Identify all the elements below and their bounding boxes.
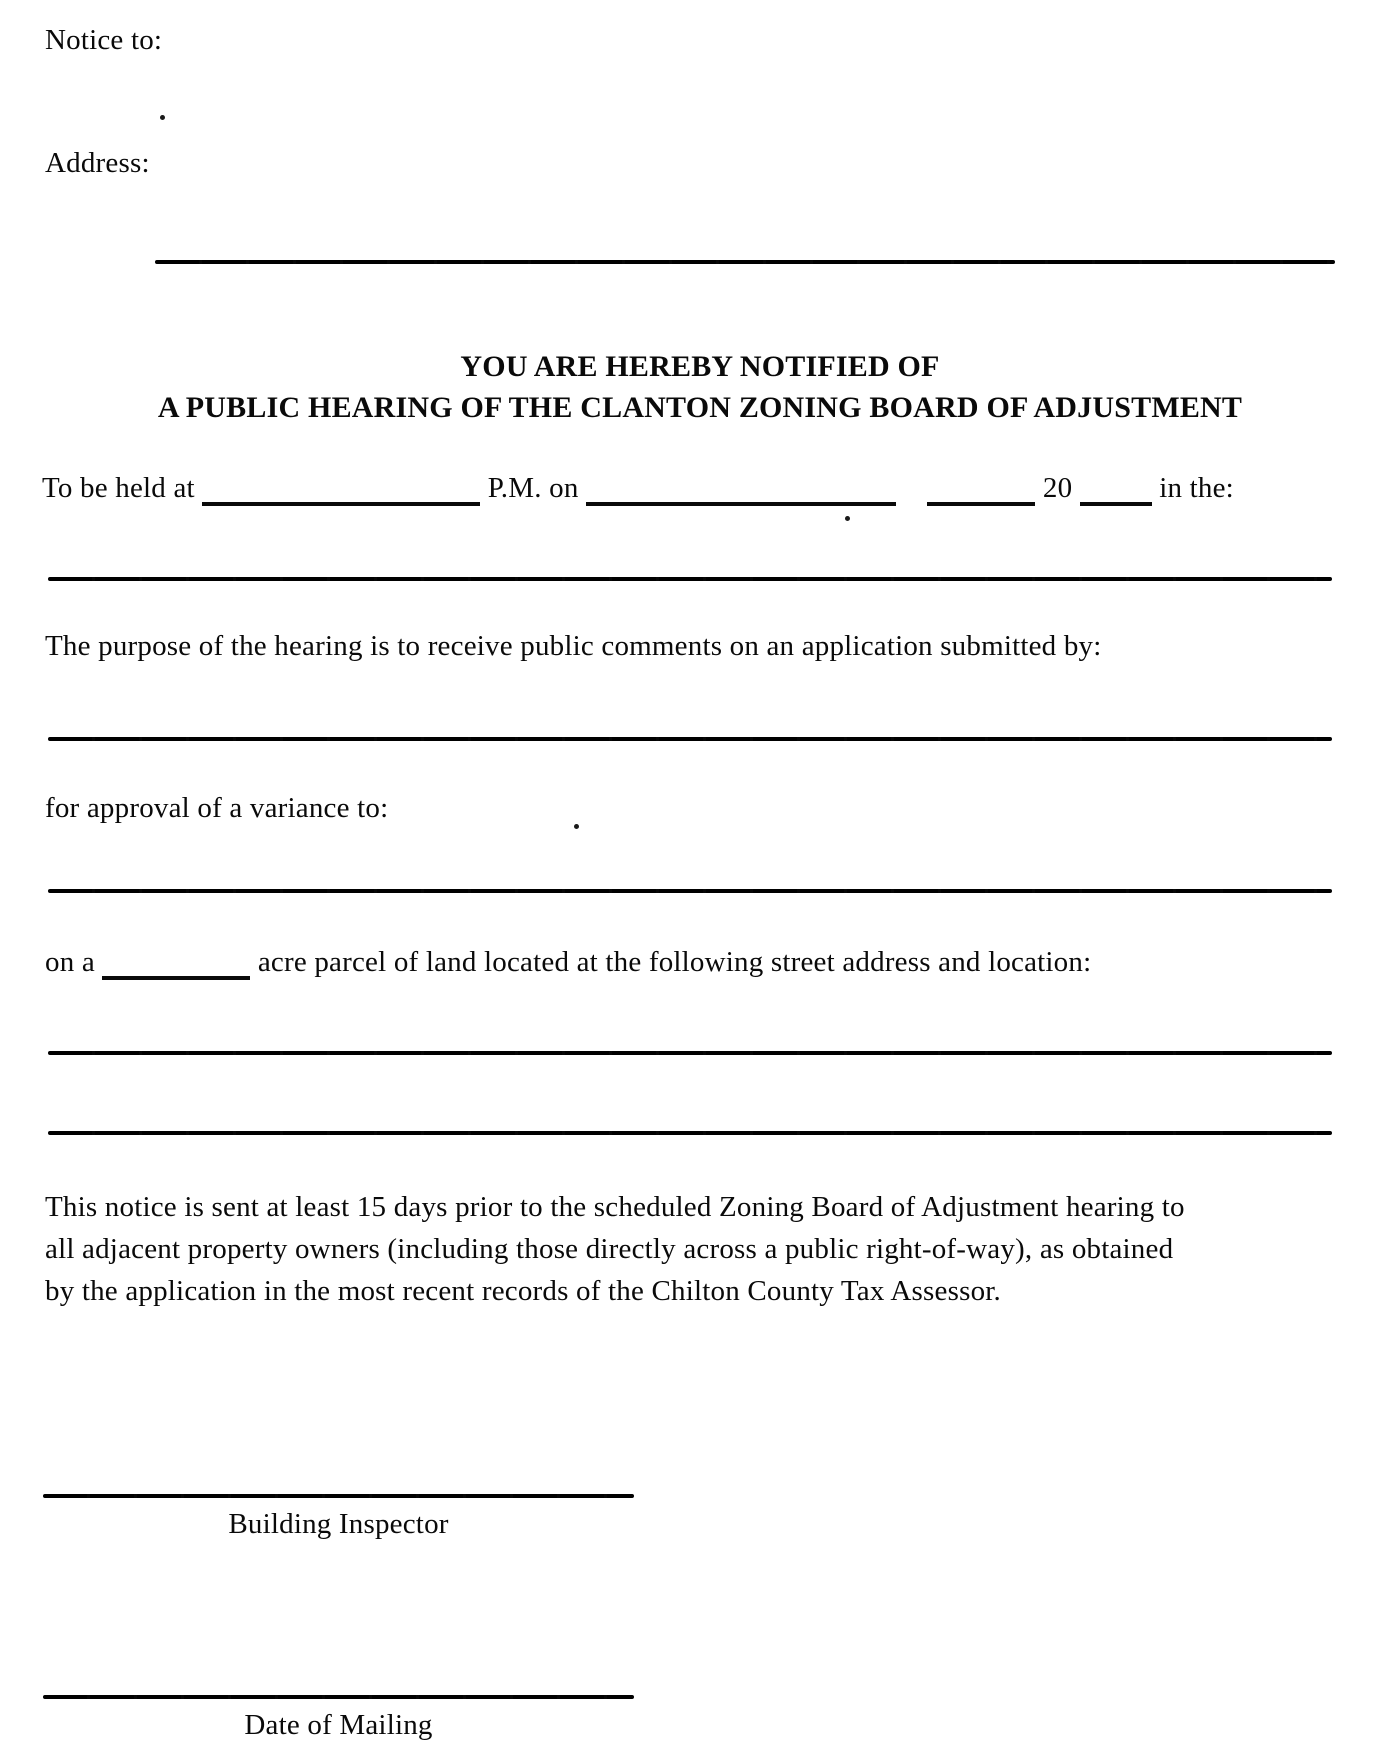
year-century-text: 20 xyxy=(1042,472,1073,504)
on-a-text: on a xyxy=(45,946,95,978)
building-inspector-signature-line xyxy=(43,1494,634,1498)
scan-speck xyxy=(160,115,165,120)
address-blank-line xyxy=(155,260,1335,264)
parcel-details-line xyxy=(45,946,1091,980)
notice-paragraph-line-1: This notice is sent at least 15 days prior to the scheduled Zoning Board of Adjustment hearing to xyxy=(45,1191,1185,1223)
purpose-label: The purpose of the hearing is to receive public comments on an application submitted by: xyxy=(45,630,1102,662)
street-address-blank-line-1 xyxy=(48,1051,1332,1055)
scan-speck xyxy=(845,516,850,521)
to-be-held-at-text: To be held at xyxy=(42,472,195,504)
address-label: Address: xyxy=(45,147,150,179)
hearing-details-line xyxy=(42,472,1234,506)
hearing-year-blank xyxy=(1080,472,1152,506)
date-of-mailing-label: Date of Mailing xyxy=(244,1709,433,1741)
building-inspector-label: Building Inspector xyxy=(228,1508,449,1540)
notice-paragraph-line-3: by the application in the most recent records of the Chilton County Tax Assessor. xyxy=(45,1275,1001,1307)
notice-paragraph-line-2: all adjacent property owners (including those directly across a public right-of-way), as obtained xyxy=(45,1233,1174,1265)
street-address-blank-line-2 xyxy=(48,1131,1332,1135)
variance-label: for approval of a variance to: xyxy=(45,792,389,824)
notice-to-label: Notice to: xyxy=(45,24,163,56)
hearing-time-blank xyxy=(202,472,480,506)
hearing-day-blank xyxy=(927,472,1035,506)
pm-on-text: P.M. on xyxy=(487,472,579,504)
date-of-mailing-line xyxy=(43,1695,634,1699)
notice-paragraph xyxy=(45,1186,1185,1312)
in-the-text: in the: xyxy=(1159,472,1234,504)
heading-line-2: A PUBLIC HEARING OF THE CLANTON ZONING BOARD OF ADJUSTMENT xyxy=(157,391,1243,424)
hearing-date-blank xyxy=(586,472,896,506)
hearing-location-blank-line xyxy=(48,577,1332,581)
acre-parcel-text: acre parcel of land located at the following street address and location: xyxy=(257,946,1092,978)
scan-speck xyxy=(574,824,579,829)
heading-line-1: YOU ARE HEREBY NOTIFIED OF xyxy=(460,350,940,383)
acreage-blank xyxy=(102,946,250,980)
variance-blank-line xyxy=(48,889,1332,893)
applicant-blank-line xyxy=(48,737,1332,741)
